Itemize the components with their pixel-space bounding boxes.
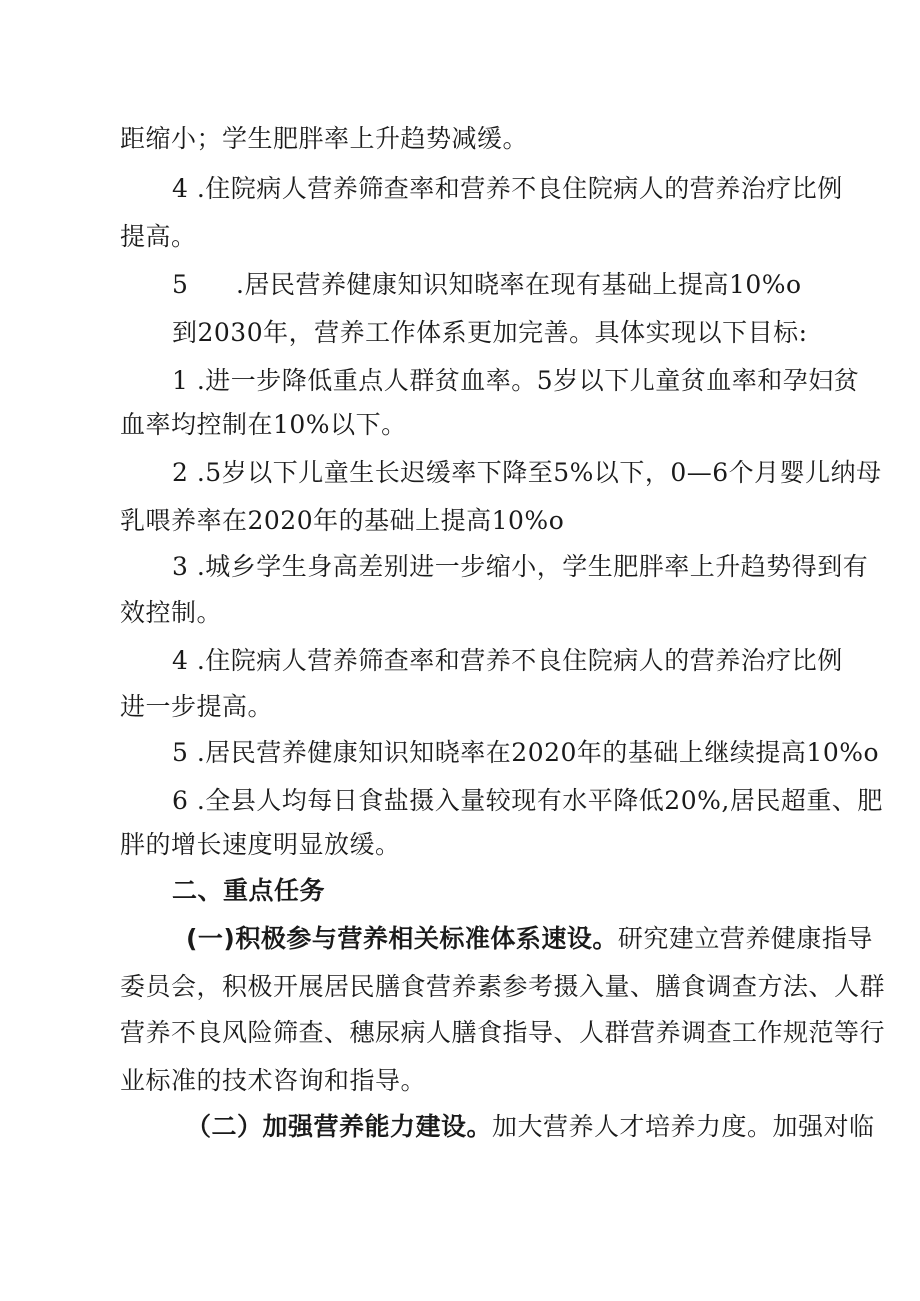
text-line: 4 .住院病人营养筛查率和营养不良住院病人的营养治疗比例 xyxy=(172,646,843,675)
text-line: 3 .城乡学生身高差别进一步缩小，学生肥胖率上升趋势得到有 xyxy=(172,552,869,581)
text-line: 2 .5岁以下儿童生长迟缓率下降至5%以下，0—6个月婴儿纳母 xyxy=(172,458,882,487)
text-line: 5 .居民营养健康知识知晓率在2020年的基础上继续提高10%o xyxy=(172,738,880,767)
task-text: 加大营养人才培养力度。加强对临 xyxy=(492,1112,875,1141)
text-line: 4 .住院病人营养筛查率和营养不良住院病人的营养治疗比例 xyxy=(172,174,843,203)
task-text: 研究建立营养健康指导 xyxy=(617,924,873,953)
text-line: 乳喂养率在2020年的基础上提高10%o xyxy=(120,506,565,535)
section-heading: 二、重点任务 xyxy=(172,876,326,905)
text-line: 胖的增长速度明显放缓。 xyxy=(120,830,401,859)
text-line: 血率均控制在10%以下。 xyxy=(120,410,407,439)
text-line: 1 .进一步降低重点人群贫血率。5岁以下儿童贫血率和孕妇贫 xyxy=(172,366,860,395)
text-line: 进一步提高。 xyxy=(120,692,274,721)
text-line: 提高。 xyxy=(120,222,197,251)
task-paragraph-2 xyxy=(186,1110,875,1144)
text-line: 到2030年，营养工作体系更加完善。具体实现以下目标: xyxy=(172,318,808,347)
text-line: 效控制。 xyxy=(120,598,223,627)
task-heading: （二）加强营养能力建设。 xyxy=(186,1112,493,1141)
text-line: 委员会，积极开展居民膳食营养素参考摄入量、膳食调查方法、人群 xyxy=(120,972,886,1001)
task-paragraph-1 xyxy=(186,922,873,956)
text-line: 6 .全县人均每日食盐摄入量较现有水平降低20%,居民超重、肥 xyxy=(172,786,883,815)
text-line: 距缩小；学生肥胖率上升趋势减缓。 xyxy=(120,124,529,153)
text-line: 营养不良风险筛查、穗尿病人膳食指导、人群营养调查工作规范等行 xyxy=(120,1018,886,1047)
text-line: 业标准的技术咨询和指导。 xyxy=(120,1066,427,1095)
task-heading: (一)积极参与营养相关标准体系速设。 xyxy=(186,924,618,953)
text-line: .居民营养健康知识知晓率在现有基础上提高10%o xyxy=(236,270,802,299)
list-number: 5 xyxy=(172,270,189,299)
